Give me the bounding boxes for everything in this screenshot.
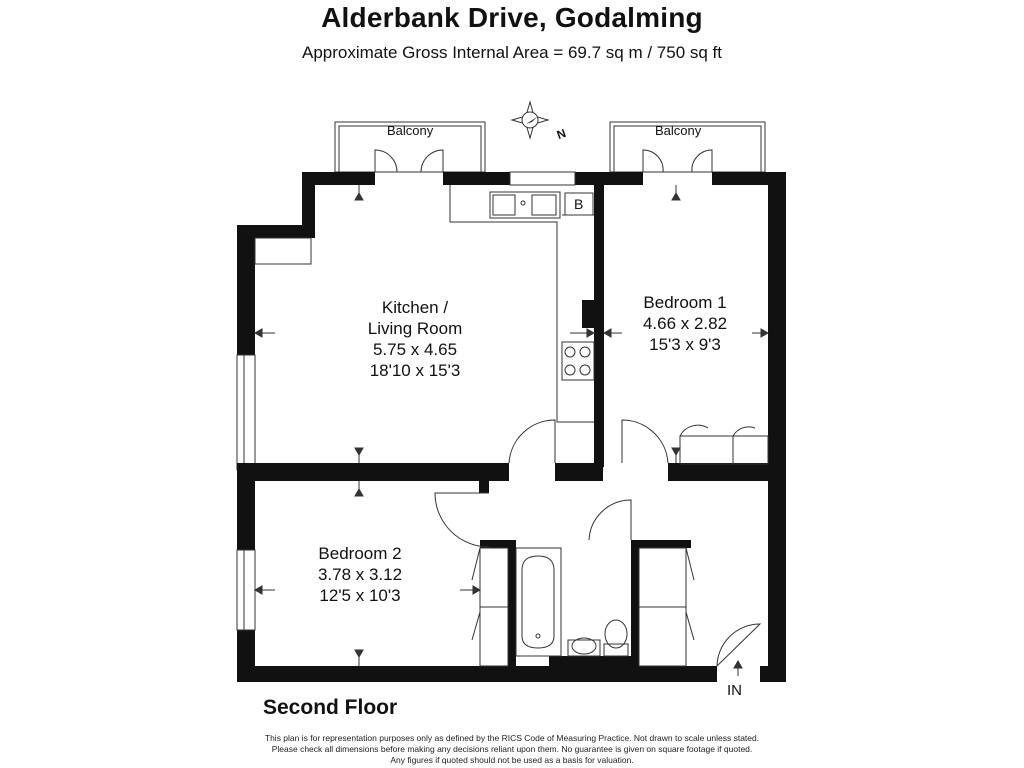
compass-north-label: N	[554, 125, 568, 143]
room-imperial: 15'3 x 9'3	[649, 335, 721, 354]
room-metric: 5.75 x 4.65	[372, 340, 458, 359]
room-metric: 4.66 x 2.82	[642, 314, 728, 333]
room-bedroom-2	[295, 543, 425, 606]
balcony-left-label: Balcony	[387, 123, 434, 138]
sink-icon	[490, 192, 560, 218]
hob-icon	[562, 342, 594, 380]
disclaimer-line: Please check all dimensions before making any decisions reliant upon them. No guarantee is given on square footage if quoted.	[271, 744, 753, 754]
room-kitchen-living	[340, 297, 490, 381]
room-name-line2: Living Room	[367, 319, 463, 338]
boiler-label: B	[574, 196, 584, 212]
toilet-icon	[604, 620, 628, 656]
room-bedroom-1	[620, 292, 750, 355]
entrance-label: IN	[727, 682, 742, 699]
disclaimer-line: Any figures if quoted should not be used as a basis for valuation.	[390, 755, 634, 765]
bath-icon	[516, 548, 561, 656]
room-imperial: 18'10 x 15'3	[369, 361, 461, 380]
room-imperial: 12'5 x 10'3	[319, 586, 401, 605]
gross-area: Approximate Gross Internal Area = 69.7 sq m / 750 sq ft	[301, 43, 723, 62]
wardrobes	[480, 425, 768, 666]
disclaimer	[0, 733, 1024, 766]
room-name: Bedroom 2	[318, 544, 402, 563]
kitchen-wall-unit	[255, 238, 311, 264]
plan-title: Alderbank Drive, Godalming	[321, 2, 703, 33]
basin-icon	[568, 638, 600, 656]
room-name: Kitchen /	[381, 298, 449, 317]
room-metric: 3.78 x 3.12	[317, 565, 403, 584]
floor-label: Second Floor	[263, 696, 398, 719]
doors	[375, 150, 760, 666]
disclaimer-line: This plan is for representation purposes only as defined by the RICS Code of Measuring Practice. Not drawn to scale unless stated.	[264, 733, 760, 743]
balcony-right-label: Balcony	[655, 123, 702, 138]
room-name: Bedroom 1	[643, 293, 727, 312]
compass-icon	[512, 102, 548, 138]
